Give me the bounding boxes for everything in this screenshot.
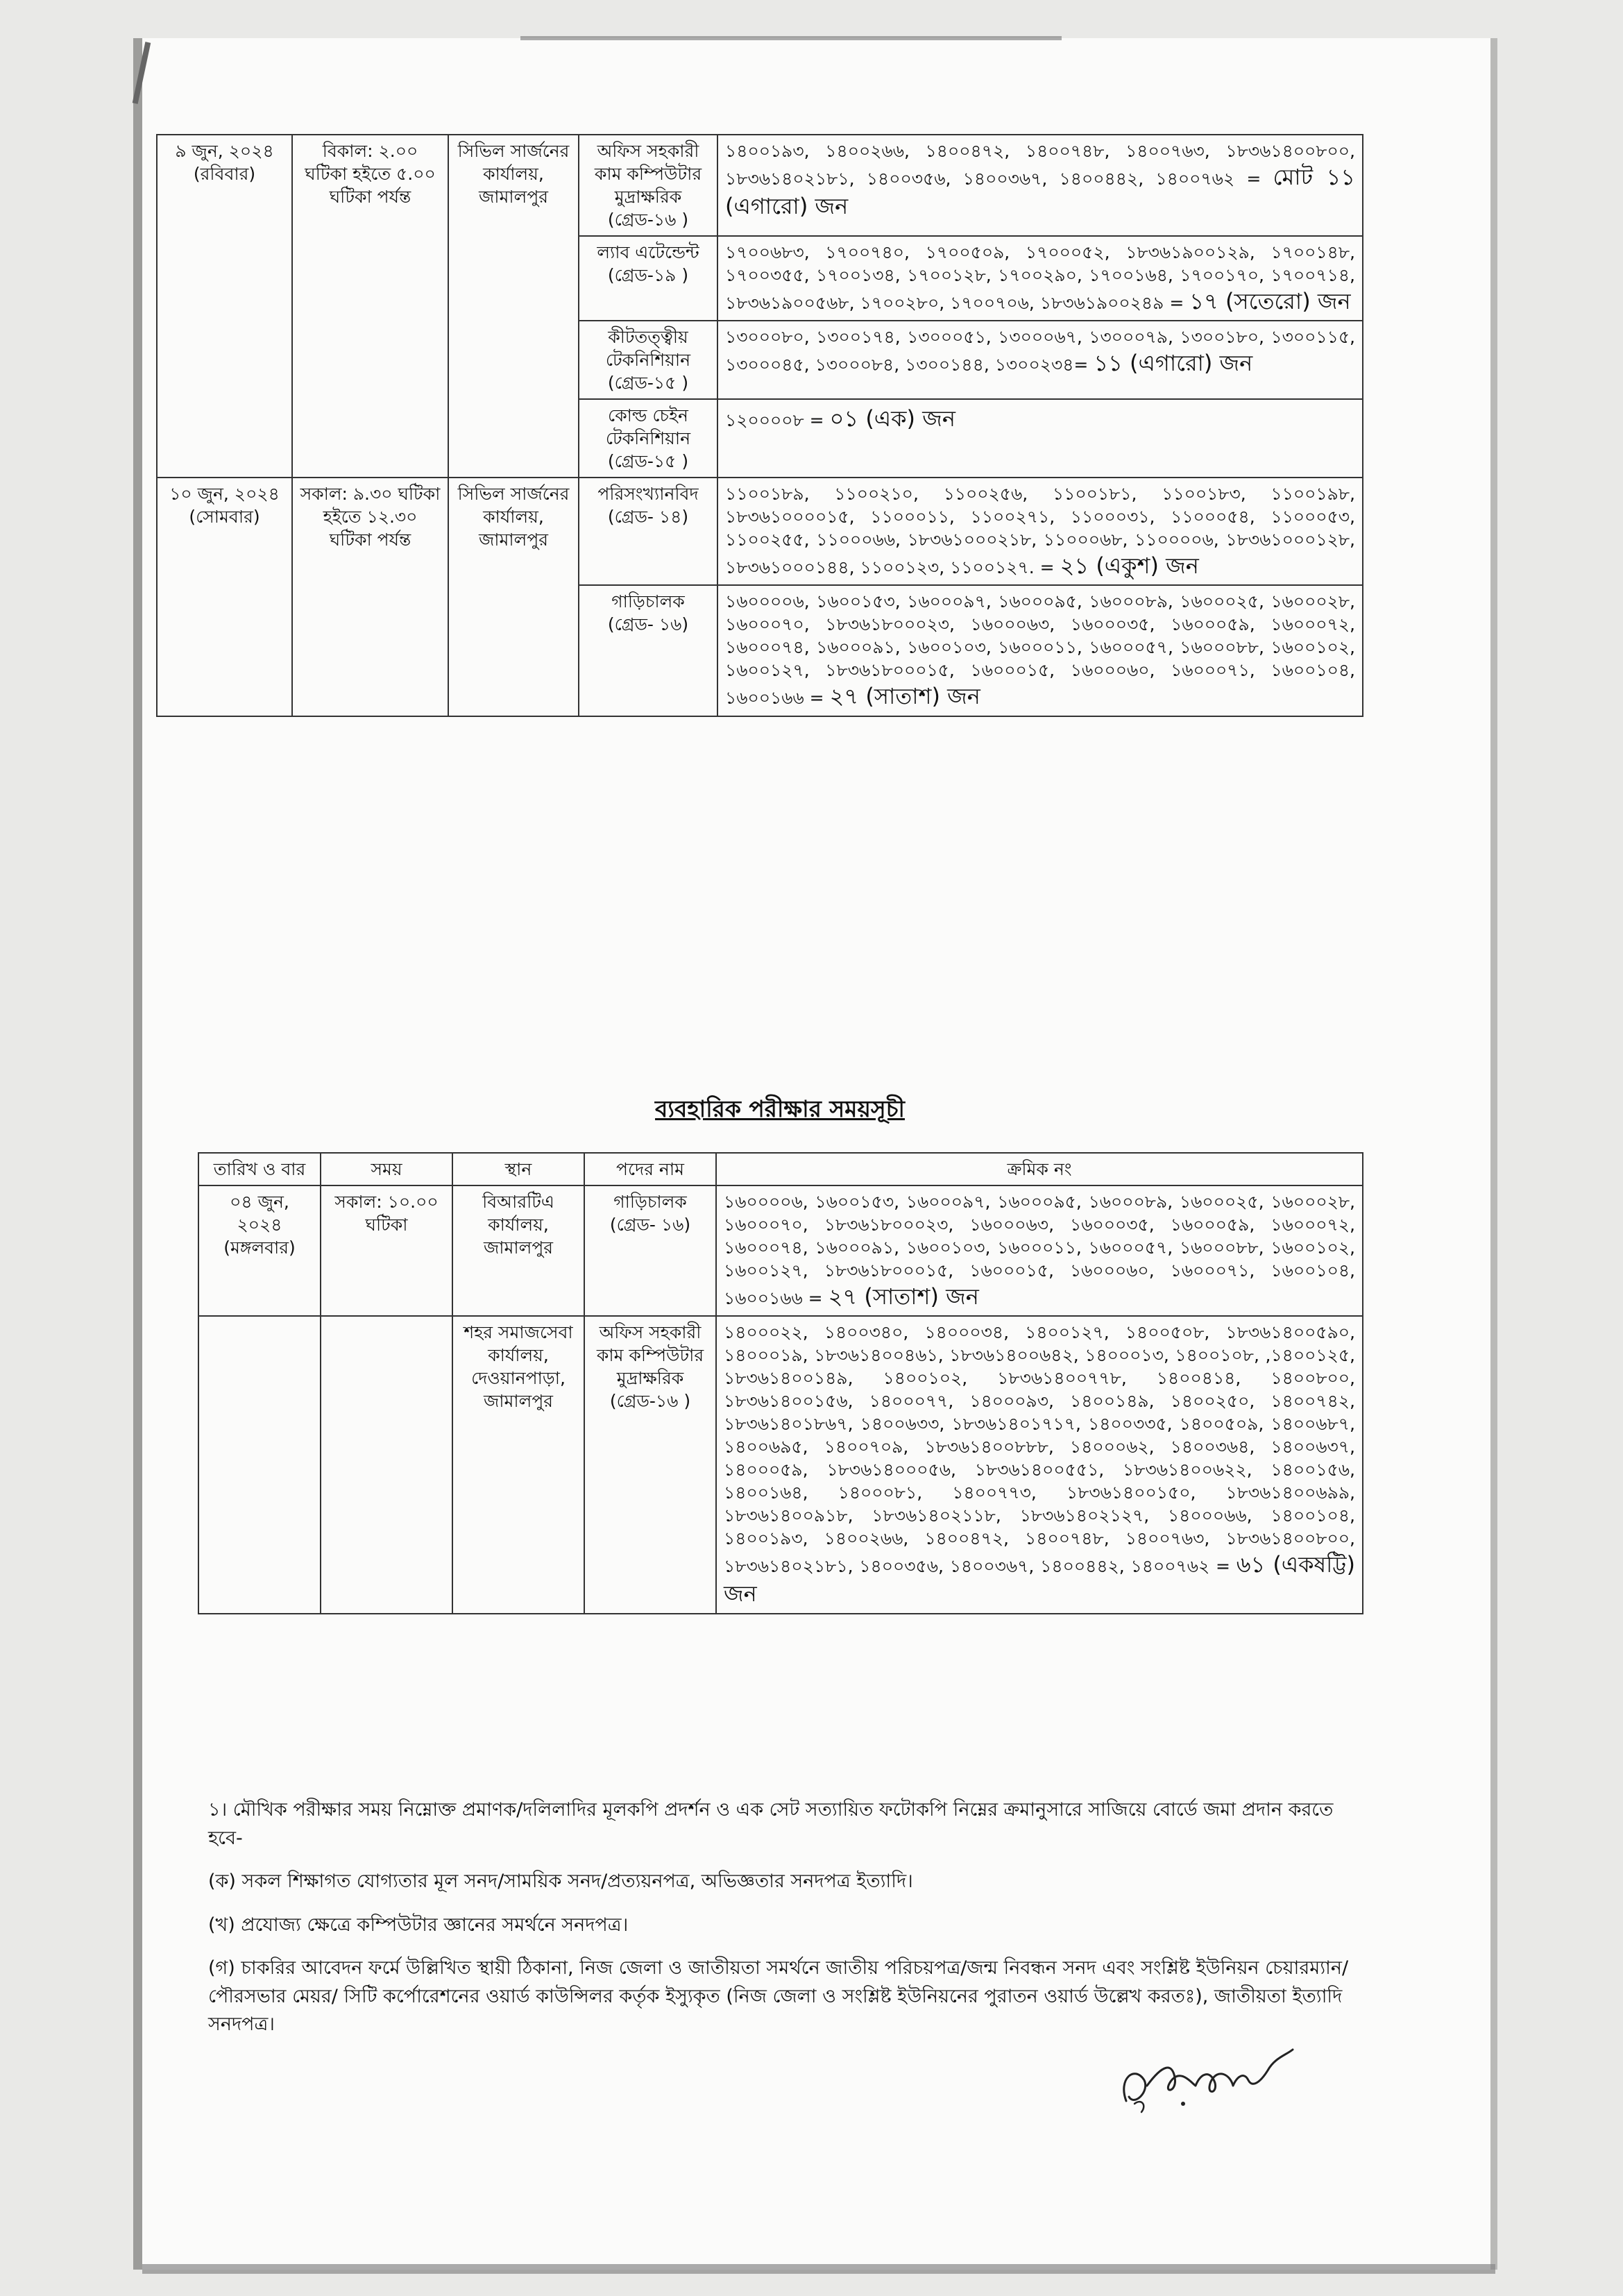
serial-numbers-cell [717,399,1363,478]
serial-numbers-cell [717,236,1363,321]
date-cell: ৯ জুন, ২০২৪ (রবিবার) [157,135,292,478]
serial-numbers: ১৪০০০২২, ১৪০০৩৪০, ১৪০০০৩৪, ১৪০০১২৭, ১৪০০৫০৮, ১৮৩৬১৪০০৫৯০, ১৪০০০১৯, ১৮৩৬১৪০০৪৬১, ১৮৩৬১৪০০৬৪২, ১৪০০০১৩, ১৪০০১০৮, ,১৪০০১২৫, ১৮৩৬১৪০০১৪৯, ১৪০০১০২, ১৮৩৬১৪০০৭৭৮, ১৪০০৪১৪, ১৪০০৮০০, ১৮৩৬১৪০০১৫৬, ১৪০০০৭৭, ১৪০০০৯৩, ১৪০০১৪৯, ১৪০০২৫০, ১৪০০৭৪২, ১৮৩৬১৪০১৮৬৭, ১৪০০৬৩৩, ১৮৩৬১৪০১৭১৭, ১৪০০৩৩৫, ১৪০০৫০৯, ১৪০০৬৮৭, ১৪০০৬৯৫, ১৪০০৭০৯, ১৮৩৬১৪০০৮৮৮, ১৪০০০৬২, ১৪০০৩৬৪, ১৪০০৬৩৭, ১৪০০০৫৯, ১৮৩৬১৪০০০৫৬, ১৮৩৬১৪০০৫৫১, ১৮৩৬১৪০০৬২২, ১৪০০১৫৬, ১৪০০১৬৪, ১৪০০০৮১, ১৪০০৭৭৩, ১৮৩৬১৪০০১৫০, ১৮৩৬১৪০০৬৯৯, ১৮৩৬১৪০০৯১৮, ১৮৩৬১৪০২১১৮, ১৮৩৬১৪০২১২৭, ১৪০০০৬৬, ১৪০০১০৪, ১৪০০১৯৩, ১৪০০২৬৬, ১৪০০৪৭২, ১৪০০৭৪৮, ১৪০০৭৬৩, ১৮৩৬১৪০০৮০০, ১৮৩৬১৪০২১৮১, ১৪০০৩৫৬, ১৪০০৩৬৭, ১৪০০৪৪২, ১৪০০৭৬২ = [724,1322,1355,1577]
header-serial: ক্রমিক নং [716,1153,1363,1185]
header-time: সময় [321,1153,452,1185]
place-cell: সিভিল সার্জনের কার্যালয়, জামালপুর [448,135,579,478]
header-place: স্থান [452,1153,584,1185]
time-cell: বিকাল: ২.০০ ঘটিকা হইতে ৫.০০ ঘটিকা পর্যন্ত [292,135,448,478]
place-cell: বিআরটিএ কার্যালয়, জামালপুর [452,1185,584,1316]
post-name-cell: পরিসংখ্যানবিদ (গ্রেড- ১৪) [579,478,717,585]
post-name-cell: গাড়িচালক (গ্রেড- ১৬) [579,585,717,716]
post-name-cell: ল্যাব এটেন্ডেন্ট (গ্রেড-১৯ ) [579,236,717,321]
candidate-total: ২৭ (সাতাশ) জন [828,1283,979,1310]
serial-numbers-cell [716,1316,1363,1613]
table-header-row [198,1153,1363,1185]
candidate-total: ১১ (এগারো) জন [1094,350,1253,377]
scan-shadow-top [520,36,1062,40]
post-name-cell: কীটতত্ত্বীয় টেকনিশিয়ান (গ্রেড-১৫ ) [579,321,717,399]
serial-numbers: ১২০০০০৮ = [725,410,824,431]
serial-numbers: ১৬০০০০৬, ১৬০০১৫৩, ১৬০০০৯৭, ১৬০০০৯৫, ১৬০০০৮৯, ১৬০০০২৫, ১৬০০০২৮, ১৬০০০৭০, ১৮৩৬১৮০০০২৩, ১৬০০০৬৩, ১৬০০০৩৫, ১৬০০০৫৯, ১৬০০০৭২, ১৬০০০৭৪, ১৬০০০৯১, ১৬০০১০৩, ১৬০০০১১, ১৬০০০৫৭, ১৬০০০৮৮, ১৬০০১০২, ১৬০০১২৭, ১৮৩৬১৮০০০১৫, ১৬০০০১৫, ১৬০০০৬০, ১৬০০০৭১, ১৬০০১০৪, ১৬০০১৬৬ = [725,591,1355,709]
time-cell: সকাল: ৯.৩০ ঘটিকা হইতে ১২.৩০ ঘটিকা পর্যন্ত [292,478,448,716]
place-cell: সিভিল সার্জনের কার্যালয়, জামালপুর [448,478,579,716]
viva-schedule-table [156,134,1363,717]
candidate-total: ০১ (এক) জন [829,405,955,432]
serial-numbers-cell [717,321,1363,399]
post-name-cell: অফিস সহকারী কাম কম্পিউটার মুদ্রাক্ষরিক (গ্রেড-১৬ ) [579,135,717,236]
practical-schedule-table [198,1152,1363,1614]
date-cell: ০৪ জুন, ২০২৪ (মঙ্গলবার) [198,1185,321,1316]
serial-numbers: ১৩০০০৮০, ১৩০০১৭৪, ১৩০০০৫১, ১৩০০০৬৭, ১৩০০০৭৯, ১৩০০১৮০, ১৩০০১১৫, ১৩০০০৪৫, ১৩০০০৮৪, ১৩০০১৪৪, ১৩০০২৩৪= [725,327,1355,375]
serial-numbers: ১৪০০১৯৩, ১৪০০২৬৬, ১৪০০৪৭২, ১৪০০৭৪৮, ১৪০০৭৬৩, ১৮৩৬১৪০০৮০০, ১৮৩৬১৪০২১৮১, ১৪০০৩৫৬, ১৪০০৩৬৭, ১৪০০৪৪২, ১৪০০৭৬২ = [725,141,1355,189]
header-date: তারিখ ও বার [198,1153,321,1185]
time-cell [321,1316,452,1613]
place-cell: শহর সমাজসেবা কার্যালয়, দেওয়ানপাড়া, জামালপুর [452,1316,584,1613]
serial-numbers-cell [716,1185,1363,1316]
table-row [157,135,1363,236]
candidate-total: ২৭ (সাতাশ) জন [829,683,980,710]
instruction-item: (ক) সকল শিক্ষাগত যোগ্যতার মূল সনদ/সাময়িক সনদ/প্রত্যয়নপত্র, অভিজ্ঞতার সনদপত্র ইত্যাদি। [208,1871,913,1892]
table-row [198,1316,1363,1613]
serial-numbers-cell [717,478,1363,585]
instruction-intro: ১। মৌখিক পরীক্ষার সময় নিম্নোক্ত প্রমাণক/দলিলাদির মূলকপি প্রদর্শন ও এক সেট সত্যায়িত ফটোকপি নিম্নের ক্রমানুসারে সাজিয়ে বোর্ডে জমা প্রদান করতে হবে- [208,1799,1334,1849]
date-cell: ১০ জুন, ২০২৪ (সোমবার) [157,478,292,716]
candidate-total: ৬১ (একষট্টি) জন [724,1551,1355,1607]
serial-numbers-cell [717,135,1363,236]
scan-shadow-right [1490,38,1497,2270]
post-name-cell: গাড়িচালক (গ্রেড- ১৬) [584,1185,716,1316]
serial-numbers: ১৬০০০০৬, ১৬০০১৫৩, ১৬০০০৯৭, ১৬০০০৯৫, ১৬০০০৮৯, ১৬০০০২৫, ১৬০০০২৮, ১৬০০০৭০, ১৮৩৬১৮০০০২৩, ১৬০০০৬৩, ১৬০০০৩৫, ১৬০০০৫৯, ১৬০০০৭২, ১৬০০০৭৪, ১৬০০০৯১, ১৬০০১০৩, ১৬০০০১১, ১৬০০০৫৭, ১৬০০০৮৮, ১৬০০১০২, ১৬০০১২৭, ১৮৩৬১৮০০০১৫, ১৬০০০১৫, ১৬০০০৬০, ১৬০০০৭১, ১৬০০১০৪, ১৬০০১৬৬ = [724,1192,1355,1308]
time-cell: সকাল: ১০.০০ ঘটিকা [321,1185,452,1316]
instruction-item: (খ) প্রযোজ্য ক্ষেত্রে কম্পিউটার জ্ঞানের সমর্থনে সনদপত্র। [208,1914,629,1936]
handwritten-signature [1114,2037,1301,2120]
date-cell [198,1316,321,1613]
serial-numbers: ১৭০০৬৮৩, ১৭০০৭৪০, ১৭০০৫০৯, ১৭০০০৫২, ১৮৩৬১৯০০১২৯, ১৭০০১৪৮, ১৭০০৩৫৫, ১৭০০১৩৪, ১৭০০১২৮, ১৭০০২৯০, ১৭০০১৬৪, ১৭০০১৭০, ১৭০০৭১৪, ১৮৩৬১৯০০৫৬৮, ১৭০০২৮০, ১৭০০৭০৬, ১৮৩৬১৯০০২৪৯ = [725,242,1355,313]
instructions-section [208,1796,1363,2054]
candidate-total: ২১ (একুশ) জন [1060,552,1199,580]
scan-shadow-bottom [142,2264,1495,2274]
post-name-cell: অফিস সহকারী কাম কম্পিউটার মুদ্রাক্ষরিক (গ্রেড-১৬ ) [584,1316,716,1613]
instruction-item: (গ) চাকরির আবেদন ফর্মে উল্লিখিত স্থায়ী ঠিকানা, নিজ জেলা ও জাতীয়তা সমর্থনে জাতীয় পরিচয়পত্র/জন্ম নিবন্ধন সনদ এবং সংশ্লিষ্ট ইউনিয়ন চেয়ারম্যান/ পৌরসভার মেয়র/ সিটি কর্পোরেশনের ওয়ার্ড কাউন্সিলর কর্তৃক ইস্যুকৃত (নিজ জেলা ও সংশ্লিষ্ট ইউনিয়নের পুরাতন ওয়ার্ড উল্লেখ করতঃ), জাতীয়তা ইত্যাদি সনদপত্র। [208,1957,1349,2035]
table-row [198,1185,1363,1316]
header-post: পদের নাম [584,1153,716,1185]
candidate-total: মোট ১১ (এগারো) জন [725,164,1356,220]
candidate-total: ১৭ (সতেরো) জন [1189,288,1351,314]
serial-numbers-cell [717,585,1363,716]
post-name-cell: কোল্ড চেইন টেকনিশিয়ান (গ্রেড-১৫ ) [579,399,717,478]
serial-numbers: ১১০০১৮৯, ১১০০২১০, ১১০০২৫৬, ১১০০১৮১, ১১০০১৮৩, ১১০০১৯৮, ১৮৩৬১০০০০১৫, ১১০০০১১, ১১০০২৭১, ১১০০০৩১, ১১০০০৫৪, ১১০০০৫৩, ১১০০২৫৫, ১১০০০৬৬, ১৮৩৬১০০০২১৮, ১১০০০৬৮, ১১০০০০৬, ১৮৩৬১০০০১২৮, ১৮৩৬১০০০১৪৪, ১১০০১২৩, ১১০০১২৭. = [725,484,1355,578]
scan-shadow-left [133,38,143,2270]
practical-schedule-heading [198,1091,1362,1130]
practical-schedule-heading-text: ব্যবহারিক পরীক্ষার সময়সূচী [655,1095,905,1122]
table-row [157,478,1363,585]
